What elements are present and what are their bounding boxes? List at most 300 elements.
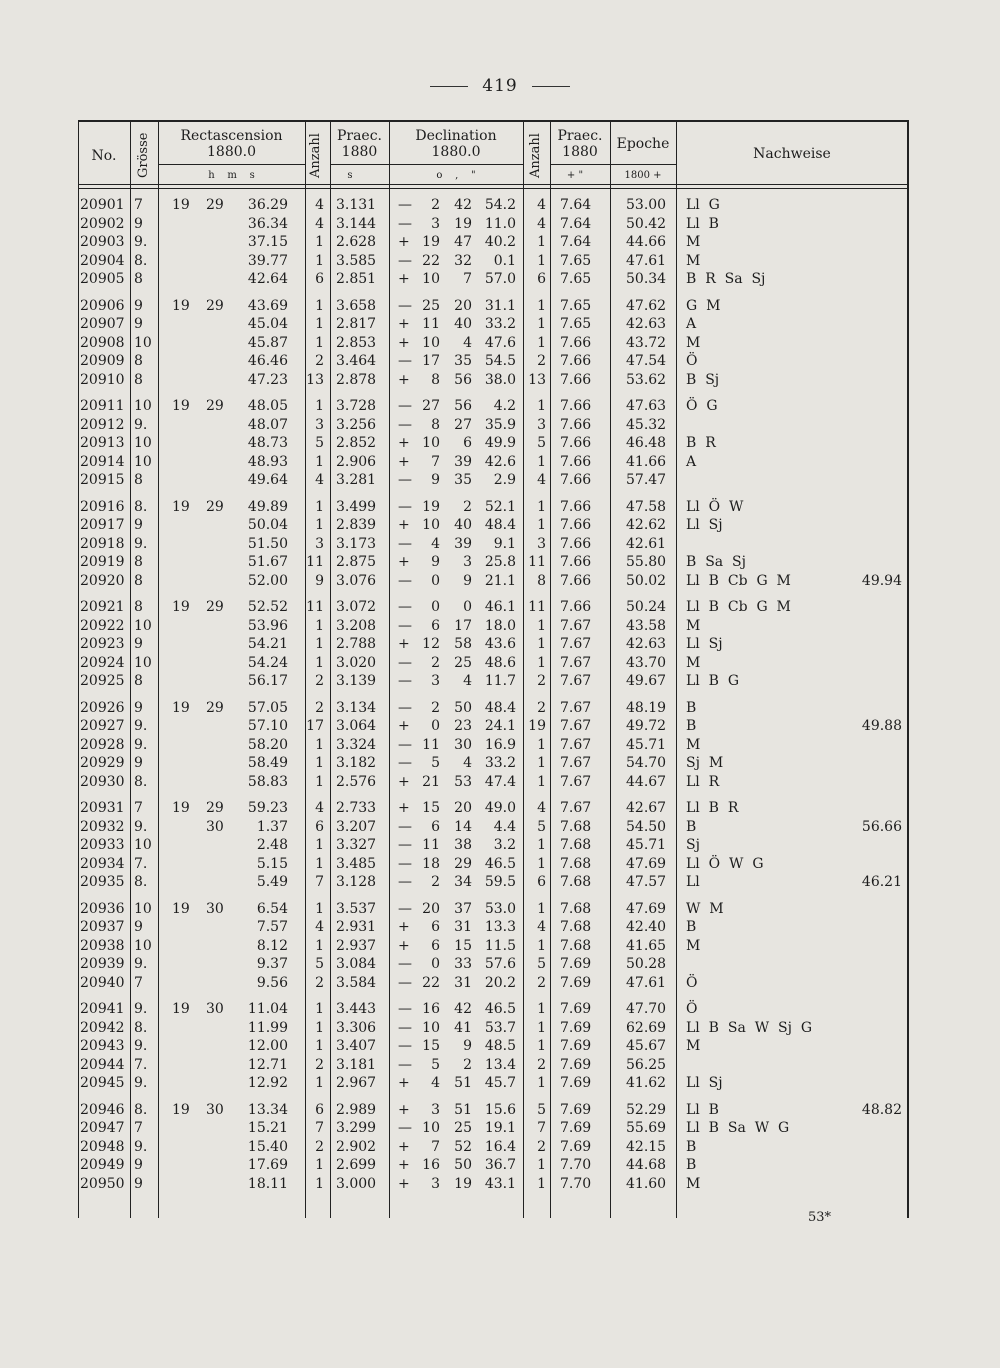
cell-gr: 9 [134,297,143,314]
cell-n2: 4 [537,215,546,232]
cell-pr: 3.139 [336,673,377,689]
cell-nw: M [686,654,701,671]
cell-d: 5 [431,1056,440,1073]
cell-pr: 2.788 [336,636,377,652]
cell-s: 36.34 [247,215,288,232]
cell-dm: 4 [463,755,472,771]
cell-gr: 7 [134,1120,143,1136]
cell-ep: 44.66 [626,234,667,250]
cell-dm: 53 [454,773,472,790]
cell-sg: — [398,416,412,433]
header-praec2-year: 1880 [562,144,598,160]
cell-no: 20913 [80,435,125,451]
cell-gr: 8. [134,1101,148,1118]
cell-no: 20947 [80,1120,125,1136]
cell-pd: 7.67 [560,773,592,790]
cell-sg: + [398,453,410,470]
cell-dm: 52 [454,1138,472,1155]
cell-gr: 9. [134,736,148,753]
cell-gr: 7 [134,197,143,213]
cell-dm: 50 [454,699,472,716]
cell-d: 3 [431,215,440,232]
cell-n2: 4 [537,800,546,816]
cell-n2: 2 [537,673,546,689]
cell-no: 20945 [80,1075,125,1091]
cell-sg: + [398,1157,410,1173]
cell-ds: 57.6 [484,956,516,972]
cell-pr: 3.173 [336,535,377,552]
cell-sg: — [398,699,412,716]
cell-nw: Ll Sj [686,1075,723,1091]
cell-n2: 11 [528,599,546,615]
cell-s: 52.52 [247,599,288,615]
cell-d: 2 [431,874,440,890]
cell-d: 3 [431,673,440,689]
cell-h: 19 [172,599,190,615]
cell-n2: 1 [537,1175,546,1192]
cell-n2: 1 [537,453,546,470]
cell-n2: 2 [537,699,546,716]
cell-s: 9.56 [256,974,288,991]
cell-n: 1 [315,1019,324,1036]
cell-dm: 14 [454,818,472,835]
cell-gr: 9. [134,535,148,552]
cell-no: 20938 [80,937,125,954]
cell-pd: 7.66 [560,435,592,451]
cell-dm: 31 [454,919,472,935]
cell-dm: 7 [463,271,472,287]
cell-sg: + [398,636,410,652]
cell-nw: M [686,617,701,634]
cell-d: 16 [422,1001,440,1017]
cell-ds: 54.2 [484,197,516,213]
cell-n2: 2 [537,1138,546,1155]
header-decl-units: o , " [436,170,476,181]
cell-d: 17 [422,353,440,369]
cell-no: 20909 [80,353,125,369]
cell-gr: 10 [134,900,152,917]
cell-gr: 9. [134,1075,148,1091]
cell-ds: 40.2 [484,234,516,250]
cell-ds: 47.4 [484,773,516,790]
cell-ep: 47.54 [626,353,667,369]
cell-n2: 4 [537,197,546,213]
cell-s: 8.12 [256,937,288,954]
cell-n: 1 [315,937,324,954]
cell-d: 11 [422,316,440,332]
cell-gr: 9. [134,1038,148,1054]
cell-sg: — [398,197,412,213]
cell-no: 20949 [80,1157,125,1173]
cell-pr: 3.207 [336,818,377,835]
cell-dm: 4 [463,673,472,689]
cell-dm: 25 [454,1120,472,1136]
cell-d: 10 [422,1019,440,1036]
cell-gr: 9 [134,755,143,771]
cell-pr: 3.020 [336,654,377,671]
cell-ds: 31.1 [484,297,516,314]
cell-d: 15 [422,1038,440,1054]
cell-pr: 2.699 [336,1157,377,1173]
cell-nw: Ll B Cb G M [686,599,791,615]
cell-no: 20930 [80,773,125,790]
cell-d: 19 [422,234,440,250]
cell-ds: 48.4 [484,699,516,716]
cell-pd: 7.66 [560,416,592,433]
cell-pr: 3.181 [336,1056,377,1073]
cell-gr: 8 [134,271,143,287]
cell-sg: + [398,435,410,451]
cell-gr: 9. [134,1001,148,1017]
cell-gr: 9 [134,1175,143,1192]
cell-nw: B R Sa Sj [686,271,766,287]
cell-s: 12.92 [247,1075,288,1091]
cell-dm: 6 [463,435,472,451]
cell-nw: M [686,1038,701,1054]
cell-nw: M [686,252,701,269]
cell-n: 2 [315,673,324,689]
cell-sg: + [398,517,410,533]
cell-nw: Ö G [686,398,718,414]
cell-sg: — [398,1056,412,1073]
cell-ep: 42.61 [626,535,667,552]
cell-n2: 1 [537,1019,546,1036]
cell-n2: 1 [537,736,546,753]
cell-ds: 43.6 [484,636,516,652]
cell-n2: 8 [537,572,546,589]
cell-pd: 7.66 [560,498,592,515]
cell-n2: 1 [537,937,546,954]
cell-gr: 8 [134,554,143,570]
cell-nw: B R [686,435,716,451]
cell-no: 20921 [80,599,125,615]
cell-pr: 2.853 [336,334,377,351]
cell-dm: 9 [463,572,472,589]
cell-s: 39.77 [247,252,288,269]
cell-s: 48.73 [247,435,288,451]
cell-ep: 62.69 [626,1019,667,1036]
cell-d: 18 [422,855,440,872]
cell-pd: 7.67 [560,718,592,734]
cell-nw: Ll R [686,773,720,790]
cell-s: 54.24 [247,654,288,671]
cell-no: 20919 [80,554,125,570]
cell-n: 1 [315,517,324,533]
cell-dm: 15 [454,937,472,954]
cell-n2: 7 [537,1120,546,1136]
cell-sg: + [398,1101,410,1118]
cell-pr: 2.851 [336,271,377,287]
cell-dm: 35 [454,353,472,369]
cell-no: 20939 [80,956,125,972]
cell-s: 53.96 [247,617,288,634]
header-praec: Praec. [336,128,383,144]
cell-d: 9 [431,554,440,570]
cell-nw: A [686,453,697,470]
cell-ep: 47.69 [626,900,667,917]
cell-n: 2 [315,1056,324,1073]
cell-n2: 1 [537,1001,546,1017]
cell-gr: 8 [134,572,143,589]
cell-pr: 2.875 [336,554,377,570]
cell-dm: 56 [454,371,472,388]
cell-n2: 1 [537,617,546,634]
cell-sg: — [398,599,412,615]
cell-sg: — [398,617,412,634]
cell-nw: Ö [686,353,698,369]
cell-nw: M [686,1175,701,1192]
cell-ep: 41.60 [626,1175,667,1192]
cell-d: 15 [422,800,440,816]
cell-ep: 47.70 [626,1001,667,1017]
cell-no: 20908 [80,334,125,351]
cell-nw: Ll B [686,215,719,232]
cell-ep: 47.61 [626,252,667,269]
cell-n2: 1 [537,1038,546,1054]
cell-ds: 19.1 [484,1120,516,1136]
cell-d: 8 [431,416,440,433]
cell-pd: 7.66 [560,398,592,414]
cell-ds: 4.2 [493,398,516,414]
cell-n: 5 [315,956,324,972]
cell-n2: 1 [537,297,546,314]
cell-ep: 45.32 [626,416,667,433]
cell-dm: 30 [454,736,472,753]
cell-dm: 27 [454,416,472,433]
cell-x: 49.94 [861,572,902,589]
cell-d: 6 [431,617,440,634]
cell-sg: + [398,271,410,287]
cell-ds: 52.1 [484,498,516,515]
cell-s: 47.23 [247,371,288,388]
cell-n2: 3 [537,416,546,433]
cell-d: 10 [422,517,440,533]
cell-pr: 3.299 [336,1120,377,1136]
cell-pd: 7.68 [560,919,592,935]
cell-s: 37.15 [247,234,288,250]
cell-s: 48.07 [247,416,288,433]
cell-n: 1 [315,1001,324,1017]
cell-sg: — [398,472,412,488]
cell-ep: 46.48 [626,435,667,451]
cell-n2: 1 [537,517,546,533]
cell-no: 20946 [80,1101,125,1118]
cell-no: 20907 [80,316,125,332]
cell-s: 13.34 [247,1101,288,1118]
cell-pr: 3.537 [336,900,377,917]
cell-sg: — [398,1038,412,1054]
cell-ep: 41.66 [626,453,667,470]
cell-n2: 5 [537,435,546,451]
cell-n2: 1 [537,837,546,853]
cell-gr: 9. [134,956,148,972]
cell-s: 43.69 [247,297,288,314]
cell-n: 6 [315,271,324,287]
cell-ds: 43.1 [484,1175,516,1192]
cell-n: 4 [315,472,324,488]
cell-no: 20910 [80,371,125,388]
cell-n: 1 [315,398,324,414]
cell-n: 2 [315,974,324,991]
cell-ep: 50.02 [626,572,667,589]
cell-pd: 7.69 [560,1101,592,1118]
cell-x: 48.82 [861,1101,902,1118]
cell-ep: 53.62 [626,371,667,388]
cell-pr: 2.576 [336,773,377,790]
cell-nw: Sj M [686,755,724,771]
cell-nw: M [686,937,701,954]
cell-sg: + [398,334,410,351]
cell-dm: 2 [463,1056,472,1073]
cell-ep: 50.28 [626,956,667,972]
cell-ep: 47.58 [626,498,667,515]
cell-ep: 42.63 [626,316,667,332]
header-decl-epoch: 1880.0 [431,144,481,160]
cell-n2: 1 [537,234,546,250]
cell-pr: 3.182 [336,755,377,771]
cell-no: 20936 [80,900,125,917]
cell-m: 29 [206,197,224,213]
cell-pd: 7.69 [560,1138,592,1155]
cell-ds: 16.4 [484,1138,516,1155]
cell-ds: 57.0 [484,271,516,287]
cell-ds: 46.5 [484,1001,516,1017]
cell-gr: 9 [134,699,143,716]
cell-pd: 7.66 [560,472,592,488]
cell-dm: 50 [454,1157,472,1173]
cell-d: 9 [431,472,440,488]
cell-dm: 38 [454,837,472,853]
cell-n: 1 [315,617,324,634]
cell-gr: 9. [134,416,148,433]
cell-dm: 41 [454,1019,472,1036]
cell-pd: 7.69 [560,1056,592,1073]
cell-n2: 2 [537,1056,546,1073]
cell-h: 19 [172,498,190,515]
cell-n: 4 [315,215,324,232]
cell-d: 3 [431,1101,440,1118]
cell-no: 20901 [80,197,125,213]
cell-no: 20912 [80,416,125,433]
cell-pr: 3.407 [336,1038,377,1054]
cell-no: 20925 [80,673,125,689]
cell-ds: 9.1 [493,535,516,552]
cell-pr: 3.131 [336,197,377,213]
cell-ep: 44.67 [626,773,667,790]
cell-no: 20926 [80,699,125,716]
cell-s: 36.29 [247,197,288,213]
cell-sg: — [398,654,412,671]
cell-gr: 10 [134,435,152,451]
cell-s: 42.64 [247,271,288,287]
star-catalog-table [78,120,908,1220]
cell-n2: 1 [537,398,546,414]
cell-d: 2 [431,654,440,671]
cell-sg: — [398,1120,412,1136]
cell-pd: 7.69 [560,974,592,991]
cell-no: 20905 [80,271,125,287]
cell-gr: 8. [134,498,148,515]
cell-pd: 7.67 [560,800,592,816]
cell-s: 51.67 [247,554,288,570]
cell-pd: 7.69 [560,1019,592,1036]
cell-gr: 10 [134,334,152,351]
cell-dm: 40 [454,517,472,533]
cell-pd: 7.66 [560,572,592,589]
cell-s: 5.49 [256,874,288,890]
cell-gr: 9 [134,517,143,533]
cell-d: 16 [422,1157,440,1173]
cell-pr: 2.852 [336,435,377,451]
cell-nw: B [686,919,697,935]
cell-no: 20933 [80,837,125,853]
cell-no: 20943 [80,1038,125,1054]
cell-pd: 7.69 [560,1001,592,1017]
cell-ep: 42.62 [626,517,667,533]
cell-pr: 3.000 [336,1175,377,1192]
cell-dm: 32 [454,252,472,269]
cell-ds: 16.9 [484,736,516,753]
cell-ds: 38.0 [484,371,516,388]
cell-d: 6 [431,919,440,935]
cell-no: 20928 [80,736,125,753]
cell-n: 1 [315,1157,324,1173]
cell-dm: 39 [454,453,472,470]
cell-dm: 2 [463,498,472,515]
cell-pr: 3.584 [336,974,377,991]
header-anzahl-2: Anzahl [528,133,543,178]
cell-pr: 3.076 [336,572,377,589]
cell-n2: 6 [537,271,546,287]
cell-ep: 49.67 [626,673,667,689]
cell-sg: + [398,1075,410,1091]
cell-n: 17 [306,718,324,734]
cell-h: 19 [172,1001,190,1017]
cell-n2: 5 [537,818,546,835]
cell-n: 1 [315,773,324,790]
cell-pd: 7.67 [560,755,592,771]
cell-pr: 3.256 [336,416,377,433]
cell-s: 11.99 [247,1019,288,1036]
cell-no: 20935 [80,874,125,890]
cell-no: 20915 [80,472,125,488]
cell-n: 1 [315,453,324,470]
cell-no: 20941 [80,1001,125,1017]
cell-sg: + [398,554,410,570]
header-epoche-unit: 1800 + [624,170,662,181]
cell-ep: 43.72 [626,334,667,351]
cell-d: 12 [422,636,440,652]
cell-dm: 34 [454,874,472,890]
cell-nw: Ll B Sa W G [686,1120,790,1136]
cell-n: 11 [306,599,324,615]
cell-ds: 35.9 [484,416,516,433]
cell-sg: + [398,718,410,734]
cell-m: 29 [206,498,224,515]
cell-x: 56.66 [861,818,902,835]
cell-pd: 7.67 [560,673,592,689]
cell-d: 10 [422,435,440,451]
cell-d: 25 [422,297,440,314]
cell-n: 2 [315,699,324,716]
cell-pr: 3.084 [336,956,377,972]
cell-sg: — [398,498,412,515]
cell-sg: — [398,874,412,890]
cell-s: 12.00 [247,1038,288,1054]
cell-no: 20903 [80,234,125,250]
cell-nw: B [686,699,697,716]
cell-dm: 20 [454,800,472,816]
